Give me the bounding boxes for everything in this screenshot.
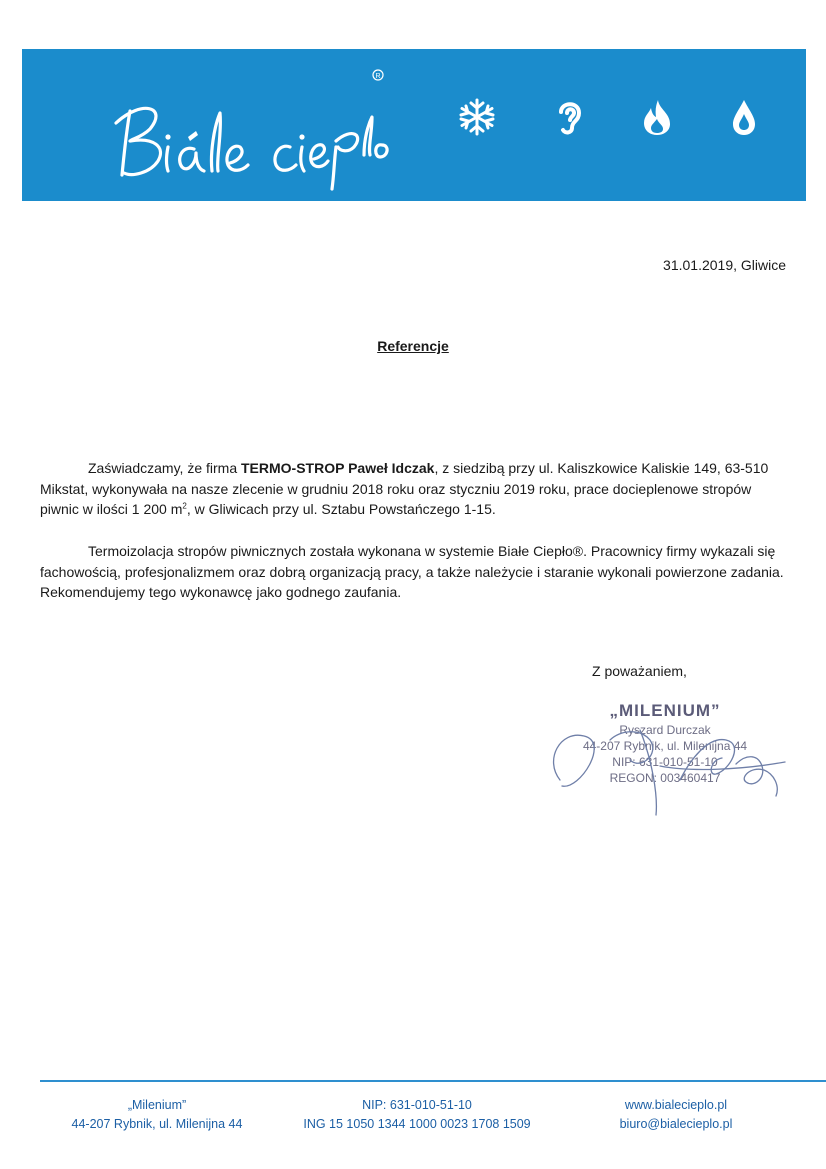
footer-company <box>52 1096 262 1134</box>
stamp-person: Ryszard Durczak <box>619 723 711 737</box>
footer-contact <box>596 1096 756 1134</box>
snowflake-icon <box>457 97 497 137</box>
footer-nip: NIP: 631-010-51-10 <box>362 1098 472 1112</box>
paragraph-2: Termoizolacja stropów piwnicznych została wykonana w systemie Białe Ciepło®. Pracownicy firmy wykazali się fachowością, profesjonalizmem oraz dobrą organizacją pracy, a także należycie i staranie wykonali powierzone zadania. Rekomendujemy tego wykonawcę jako godnego zaufania. <box>40 543 784 600</box>
unit-superscript: 2 <box>182 501 187 511</box>
ear-icon <box>550 97 590 137</box>
letter-title: Referencje <box>377 338 449 354</box>
svg-text:R: R <box>375 73 381 80</box>
footer-website-link[interactable]: www.bialecieplo.pl <box>624 1098 728 1112</box>
water-drop-icon <box>724 97 764 137</box>
letter-date: 31.01.2019, Gliwice <box>663 257 786 273</box>
footer-bank-account: ING 15 1050 1344 1000 0023 1708 1509 <box>303 1117 531 1131</box>
bialecieplo-logo <box>102 63 392 193</box>
paragraph-1-tail: , w Gliwicach przy ul. Sztabu Powstańczego 1-15. <box>186 501 496 517</box>
closing-salutation: Z poważaniem, <box>592 663 687 679</box>
company-name: TERMO-STROP Paweł Idczak <box>241 460 435 476</box>
stamp-regon: REGON: 003460417 <box>609 771 721 785</box>
company-stamp <box>540 700 790 820</box>
paragraph-1-text: , z siedzibą przy ul. Kaliszkowice Kaliskie 149, 63-510 Mikstat, wykonywała na nasze zlecenie w grudniu 2018 roku oraz styczniu 2019 roku, prace docieplenowe stropów piwnic w ilości 1 200 m <box>40 460 769 517</box>
flame-icon <box>637 97 677 137</box>
footer-divider <box>40 1080 826 1082</box>
letterhead-banner <box>22 49 806 201</box>
handwritten-signature <box>540 700 790 820</box>
paragraph-1-lead: Zaświadczamy, że firma <box>88 460 241 476</box>
footer-company-address: 44-207 Rybnik, ul. Milenijna 44 <box>71 1117 243 1131</box>
stamp-nip: NIP: 631-010-51-10 <box>612 755 718 769</box>
stamp-address: 44-207 Rybnik, ul. Milenijna 44 <box>582 739 748 753</box>
footer-company-name: „Milenium” <box>127 1098 187 1112</box>
stamp-company-name: „MILENIUM” <box>609 701 721 720</box>
paragraph-1 <box>40 458 790 520</box>
footer-email-link[interactable]: biuro@bialecieplo.pl <box>619 1117 733 1131</box>
footer-tax-bank <box>282 1096 552 1134</box>
